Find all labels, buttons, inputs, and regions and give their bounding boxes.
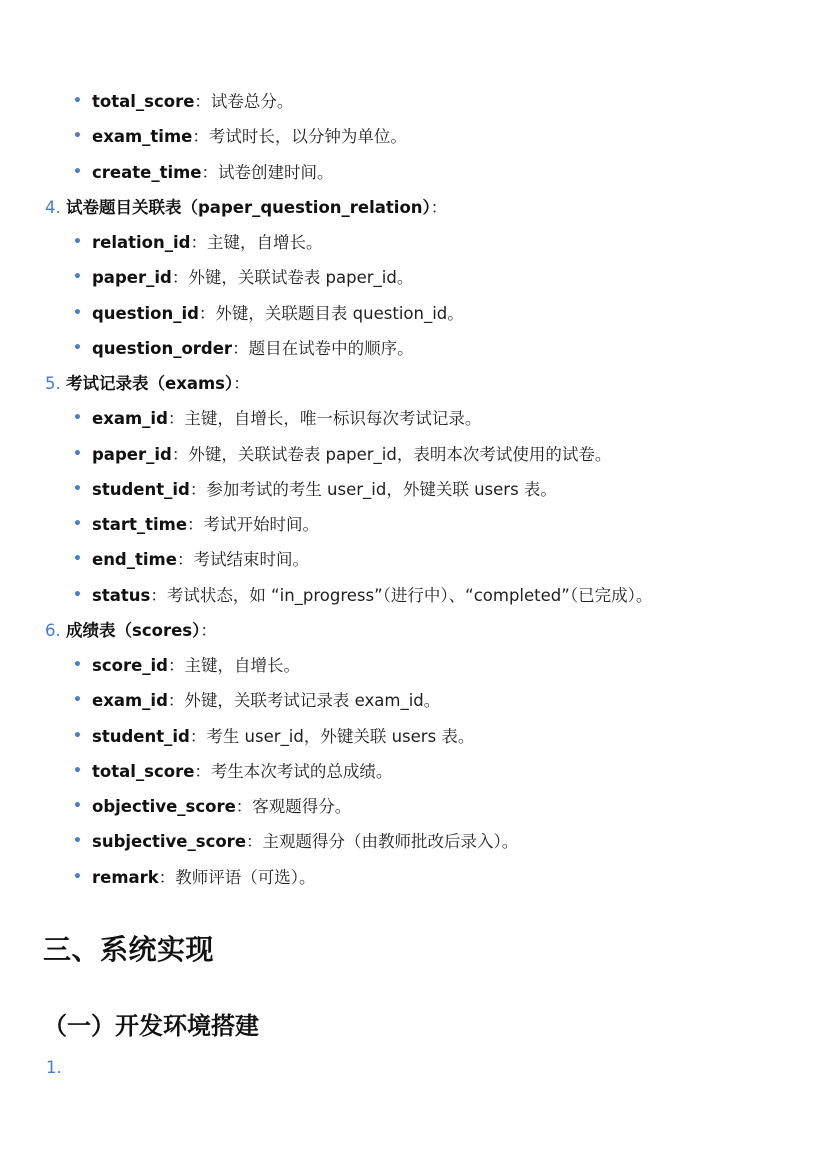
list-number: 6.	[45, 621, 61, 640]
list-item-content	[92, 225, 322, 260]
list-item	[0, 296, 827, 331]
list-item-content	[92, 648, 300, 683]
field-name: score_id	[92, 656, 168, 675]
subsection-heading: （一）开发环境搭建	[43, 1012, 259, 1040]
list-item-content	[92, 472, 557, 507]
bullet-dot-icon: •	[73, 657, 82, 673]
table-heading-item	[0, 366, 827, 401]
bullet-dot-icon: •	[73, 516, 82, 532]
field-name: paper_id	[92, 445, 172, 464]
list-item-content	[92, 119, 407, 154]
table-heading-item	[0, 190, 827, 225]
list-item	[0, 824, 827, 859]
field-description: ：考试时长，以分钟为单位。	[192, 127, 407, 146]
bullet-dot-icon: •	[73, 587, 82, 603]
field-description: ：参加考试的考生 user_id，外键关联 users 表。	[189, 480, 557, 499]
list-item	[0, 331, 827, 366]
list-item-content	[92, 789, 351, 824]
list-item-content	[92, 331, 414, 366]
section-heading: 三、系统实现	[43, 933, 215, 966]
field-name: objective_score	[92, 797, 236, 816]
list-item-content	[92, 260, 413, 295]
field-description: ：考试结束时间。	[176, 550, 309, 569]
title-colon: ：	[233, 374, 250, 393]
field-name: exam_id	[92, 409, 168, 428]
table-title: 试卷题目关联表（paper_question_relation）	[66, 198, 431, 217]
bullet-dot-icon: •	[73, 93, 82, 109]
field-name: exam_time	[92, 127, 193, 146]
list-item	[0, 719, 827, 754]
field-description: ：试卷总分。	[194, 92, 294, 111]
field-description: ：主键，自增长。	[167, 656, 300, 675]
field-name: exam_id	[92, 691, 168, 710]
list-item-content	[92, 578, 652, 613]
field-description: ：题目在试卷中的顺序。	[232, 339, 414, 358]
field-description: ：外键，关联题目表 question_id。	[198, 304, 464, 323]
bullet-dot-icon: •	[73, 833, 82, 849]
list-item-content	[92, 719, 474, 754]
field-name: end_time	[92, 550, 177, 569]
field-name: student_id	[92, 480, 190, 499]
title-colon: ：	[430, 198, 448, 217]
field-description: ：考生 user_id，外键关联 users 表。	[189, 727, 475, 746]
bullet-dot-icon: •	[73, 551, 82, 567]
field-description: ：客观题得分。	[235, 797, 352, 816]
list-item-content	[92, 860, 316, 895]
list-item	[0, 683, 827, 718]
table-heading-content	[66, 613, 217, 648]
list-item	[0, 542, 827, 577]
list-item	[0, 789, 827, 824]
bullet-dot-icon: •	[73, 340, 82, 356]
list-item	[0, 578, 827, 613]
field-name: question_id	[92, 304, 199, 323]
table-title: 考试记录表（exams）	[66, 374, 234, 393]
field-name: create_time	[92, 163, 202, 182]
list-item-content	[92, 401, 481, 436]
list-item-content	[92, 824, 518, 859]
list-item	[0, 437, 827, 472]
list-item	[0, 860, 827, 895]
table-title: 成绩表（scores）	[66, 621, 201, 640]
list-item-content	[92, 683, 440, 718]
field-description: ：试卷创建时间。	[201, 163, 334, 182]
table-heading-content	[66, 366, 250, 401]
field-description: ：主键，自增长。	[190, 233, 323, 252]
field-name: total_score	[92, 92, 195, 111]
field-description: ：教师评语（可选）。	[158, 868, 316, 887]
bullet-dot-icon: •	[73, 481, 82, 497]
bullet-dot-icon: •	[73, 410, 82, 426]
field-name: question_order	[92, 339, 233, 358]
field-description: ：外键，关联考试记录表 exam_id。	[167, 691, 441, 710]
list-item	[0, 260, 827, 295]
list-number: 5.	[45, 374, 61, 393]
list-item	[0, 648, 827, 683]
list-item	[0, 401, 827, 436]
list-item-content	[92, 754, 392, 789]
list-item	[0, 507, 827, 542]
field-name: total_score	[92, 762, 195, 781]
table-heading-item	[0, 613, 827, 648]
bullet-dot-icon: •	[73, 869, 82, 885]
bullet-dot-icon: •	[73, 164, 82, 180]
field-name: subjective_score	[92, 832, 247, 851]
field-description: ：外键，关联试卷表 paper_id，表明本次考试使用的试卷。	[171, 445, 612, 464]
list-item-content	[92, 296, 464, 331]
list-item	[0, 225, 827, 260]
field-description: ：外键，关联试卷表 paper_id。	[171, 268, 414, 287]
field-description: ：考生本次考试的总成绩。	[194, 762, 393, 781]
list-item	[0, 84, 827, 119]
bullet-dot-icon: •	[73, 692, 82, 708]
bullet-dot-icon: •	[73, 798, 82, 814]
bullet-dot-icon: •	[73, 728, 82, 744]
field-name: student_id	[92, 727, 190, 746]
list-item-content	[92, 542, 309, 577]
list-item	[0, 155, 827, 190]
bullet-dot-icon: •	[73, 305, 82, 321]
field-name: status	[92, 586, 151, 605]
list-item-content	[92, 437, 611, 472]
list-item-content	[92, 155, 334, 190]
field-name: start_time	[92, 515, 188, 534]
list-item	[0, 472, 827, 507]
field-description: ：主观题得分（由教师批改后录入）。	[246, 832, 519, 851]
list-number: 1.	[46, 1058, 62, 1077]
list-item	[0, 754, 827, 789]
list-item-content	[92, 507, 319, 542]
list-item-content	[92, 84, 293, 119]
field-name: paper_id	[92, 268, 172, 287]
title-colon: ：	[200, 621, 217, 640]
field-name: relation_id	[92, 233, 191, 252]
field-description: ：主键，自增长，唯一标识每次考试记录。	[167, 409, 482, 428]
bullet-dot-icon: •	[73, 763, 82, 779]
list-number: 4.	[45, 198, 61, 217]
bullet-dot-icon: •	[73, 234, 82, 250]
list-item	[0, 119, 827, 154]
bullet-dot-icon: •	[73, 269, 82, 285]
table-heading-content	[66, 190, 447, 225]
bullet-dot-icon: •	[73, 446, 82, 462]
field-description: ：考试开始时间。	[187, 515, 320, 534]
field-name: remark	[92, 868, 159, 887]
field-description: ：考试状态，如 “in_progress”（进行中）、“completed”（已完成）。	[150, 586, 653, 605]
bullet-dot-icon: •	[73, 128, 82, 144]
